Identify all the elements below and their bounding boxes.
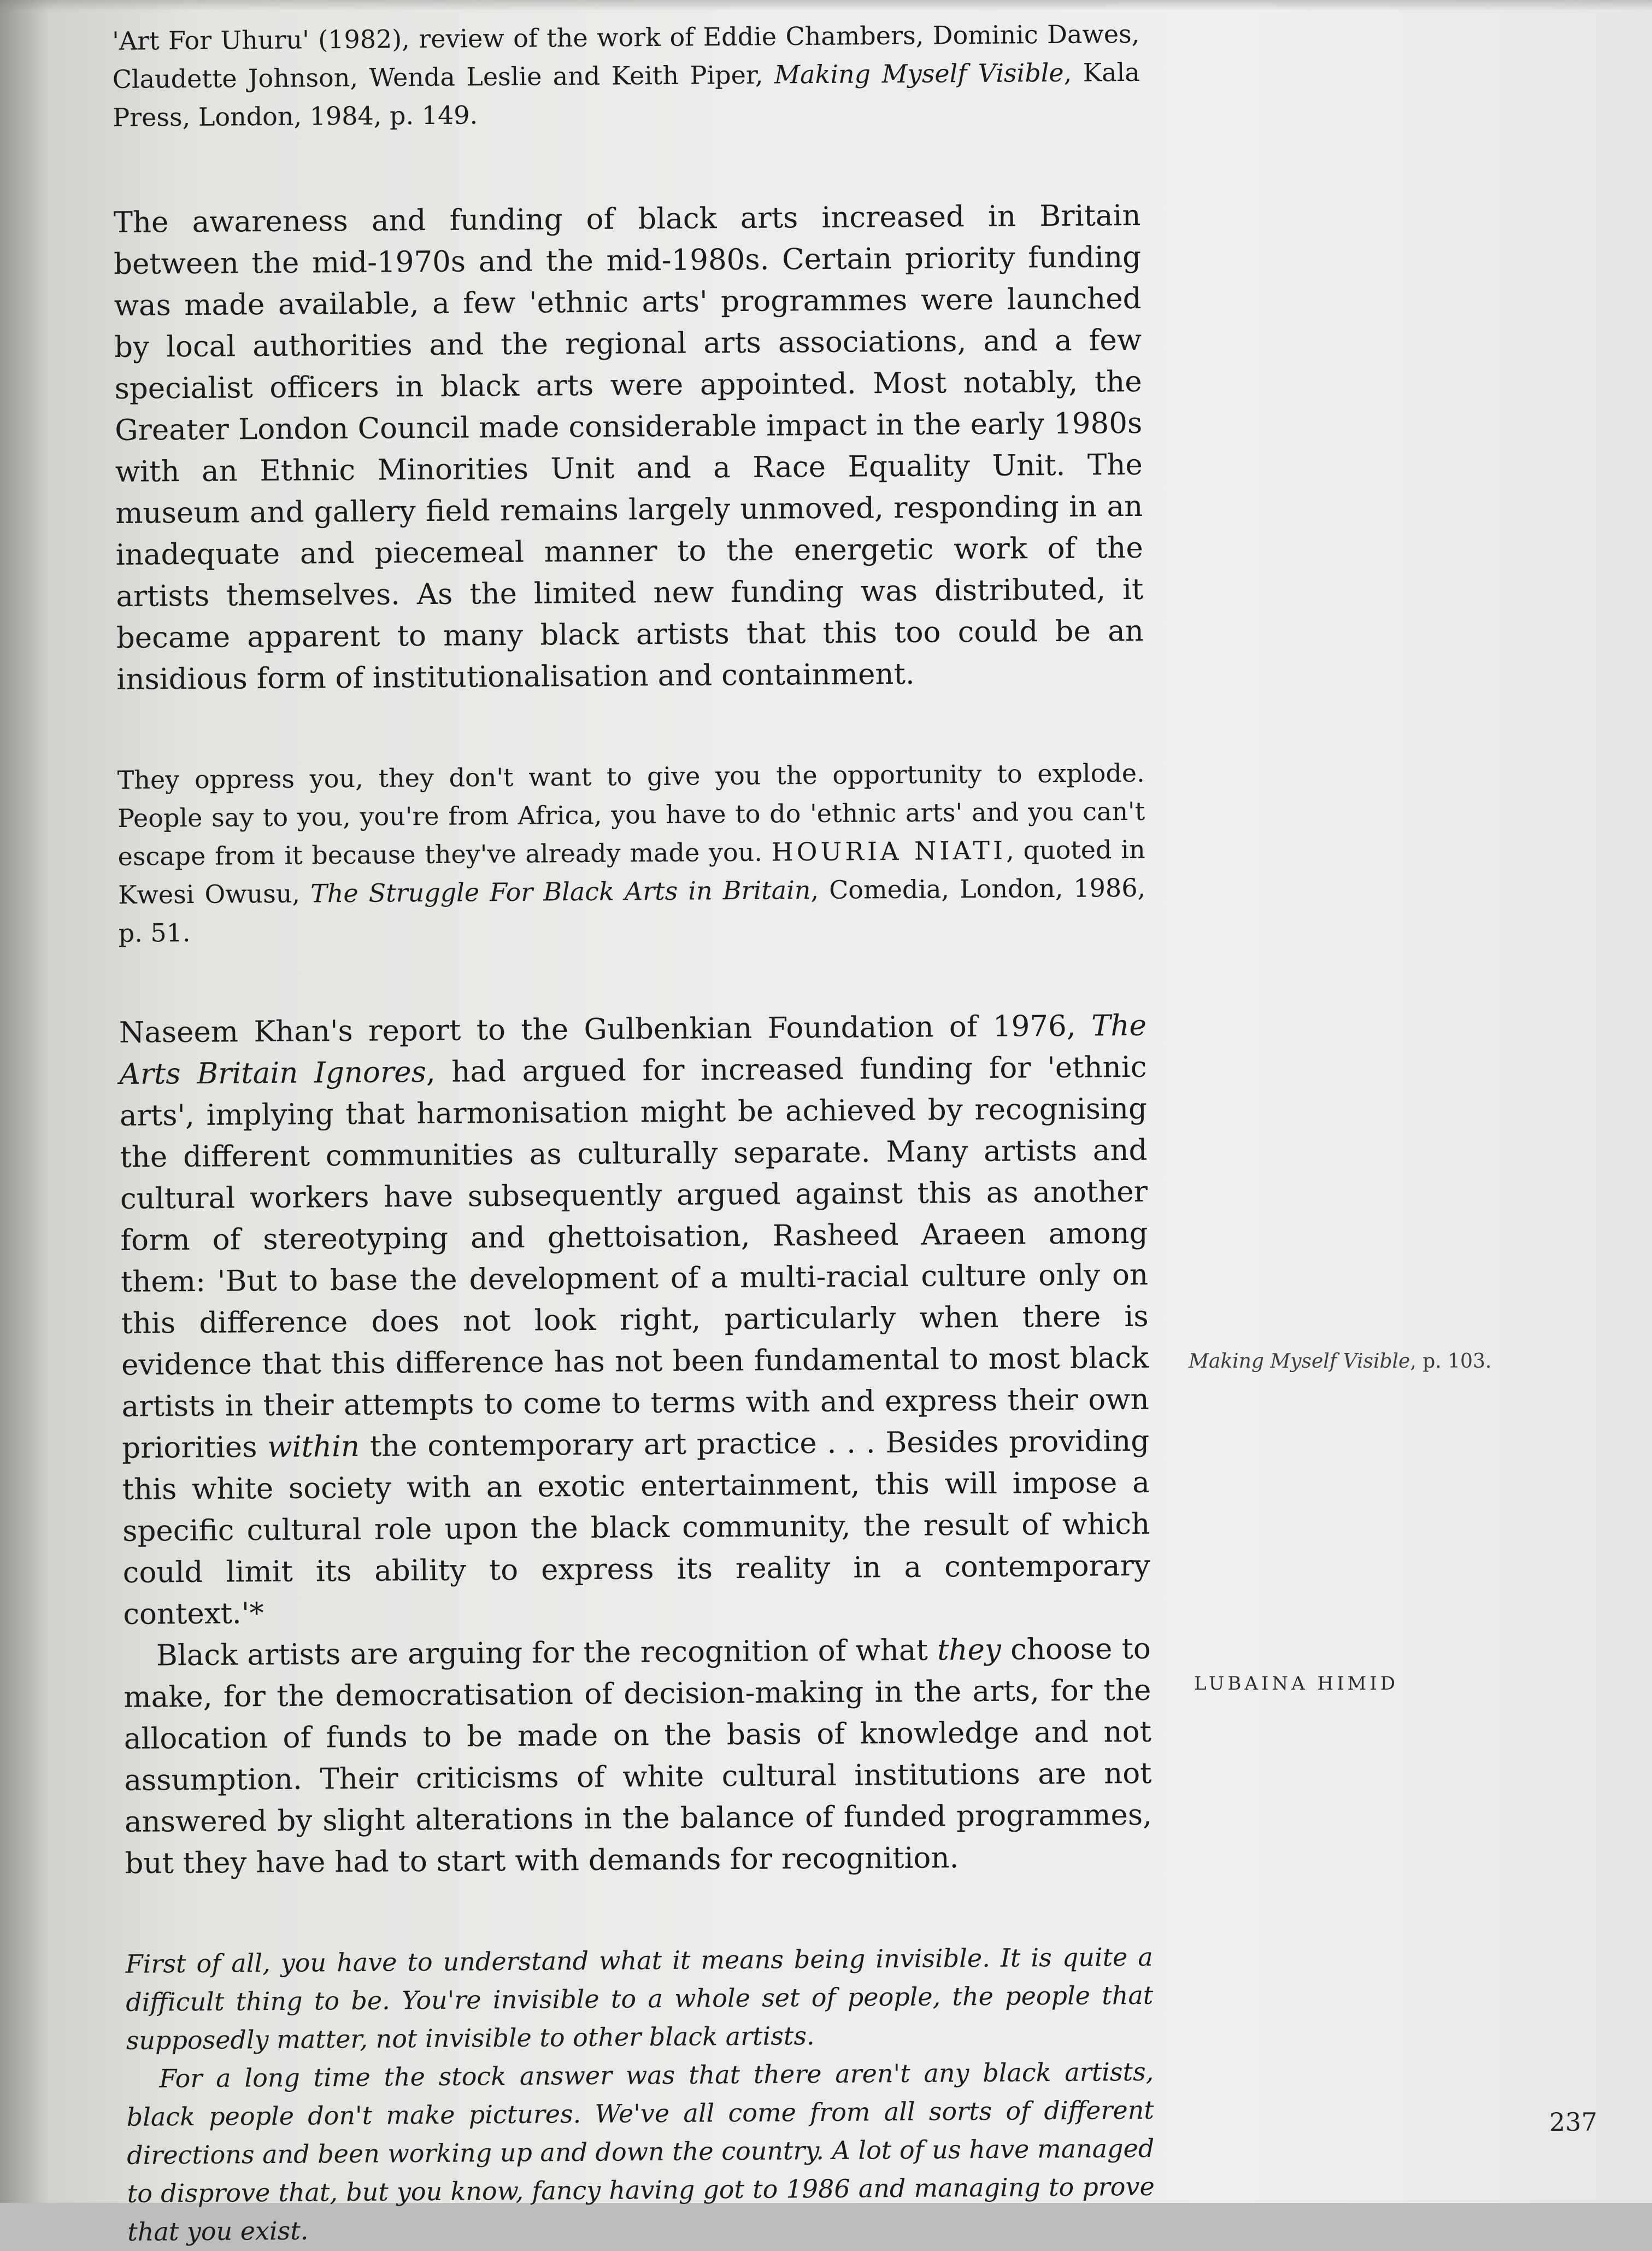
main-text-column [112,15,1155,2251]
margin-author-name: LUBAINA HIMID [1194,1673,1399,1695]
quote-citation: , Comedia, London, 1986, p. 51. [118,872,1146,948]
caption-citation: , Kala Press, London, 1984, p. 149. [113,57,1140,132]
paragraph-funding: The awareness and funding of black arts increased in Britain between the mid-1970s and the mid-1980s. Certain priority funding was made available, a few 'ethnic arts' programmes were launched by local authorities and the regional arts associations, and a few specialist officers in black arts were appointed. Most notably, the Greater London Council made considerable impact in the early 1980s with an Ethnic Minorities Unit and a Race Equality Unit. The museum and gallery field remains largely unmoved, responding in an inadequate and piecemeal manner to the energetic work of the artists themselves. As the limited new funding was distributed, it became apparent to many black artists that this too could be an insidious form of institutionalisation and containment. [113,198,1144,696]
margin-footnote [1189,1350,1491,1373]
caption-book-title: Making Myself Visible [774,57,1064,90]
paragraph-recognition [124,1628,1153,1885]
quote-attribution: , quoted in Kwesi Owusu, [117,834,1145,910]
quote-houria-niati [117,754,1145,952]
paragraph-text: , had argued for increased funding for 'ethnic arts', implying that harmonisation might be achieved by recognising the different communities as culturally separate. Many artists and cultural workers have subsequently argued against this as another form of stereotyping and ghettoisation, Rasheed Araeen among them: 'But to base the development of a multi-racial culture only on this difference does not look right, particularly when there is evidence that this difference has not been fundamental to most black artists in their attempts to come to terms with and express their own priorities [119,1050,1149,1465]
quote-text: They oppress you, they don't want to give you the opportunity to explode. People say to you, you're from Africa, you have to do 'ethnic arts' and you can't escape from it because they've already made you. [117,758,1145,871]
footnote-book-title: Making Myself Visible [1189,1350,1410,1373]
quote-author: HOURIA NIATI [771,835,1007,867]
report-title: The Arts Britain Ignores [119,1009,1147,1091]
opening-caption [112,15,1140,137]
paragraph-text: choose to make, for the democratisation of decision-making in the arts, for the allocation of funds to be made on the basis of knowledge and not assumption. Their criticisms of white cultural institutions are not answered by slight alterations in the balance of funded programmes, but they have had to start with demands for recognition. [124,1632,1153,1880]
quote-himid-stock-answer: For a long time the stock answer was that there aren't any black artists, black people don't make pictures. We've all come from all sorts of different directions and been working up and down the country. A lot of us have managed to disprove that, but you know, fancy having got to 1986 and managing to prove that you exist. [126,2056,1155,2247]
paragraph-text: the contemporary art practice . . . Besides providing this white society with an exotic entertainment, this will impose a specific cultural role upon the black community, the result of which could limit its ability to express its reality in a contemporary context.'* [122,1424,1150,1631]
paragraph-text: Naseem Khan's report to the Gulbenkian Foundation of 1976, [119,1009,1092,1050]
top-edge-shadow [0,0,1652,11]
quote-book-title: The Struggle For Black Arts in Britain [310,875,811,908]
emphasis-word: within [267,1429,360,1464]
quote-himid-invisible: First of all, you have to understand what it means being invisible. It is quite a difficult thing to be. You're invisible to a whole set of people, the people that supposedly matter, not invisible to other black artists. [125,1942,1154,2055]
paragraph-text: Black artists are arguing for the recognition of what [156,1633,938,1673]
footnote-page: , p. 103. [1410,1350,1492,1373]
page-number: 237 [1549,2107,1597,2137]
emphasis-word: they [937,1633,1002,1667]
caption-text: 'Art For Uhuru' (1982), review of the work of Eddie Chambers, Dominic Dawes, Claudette Johnson, Wenda Leslie and Keith Piper, [112,19,1140,94]
spine-shadow [0,0,49,2203]
paragraph-gulbenkian [119,1005,1151,1636]
